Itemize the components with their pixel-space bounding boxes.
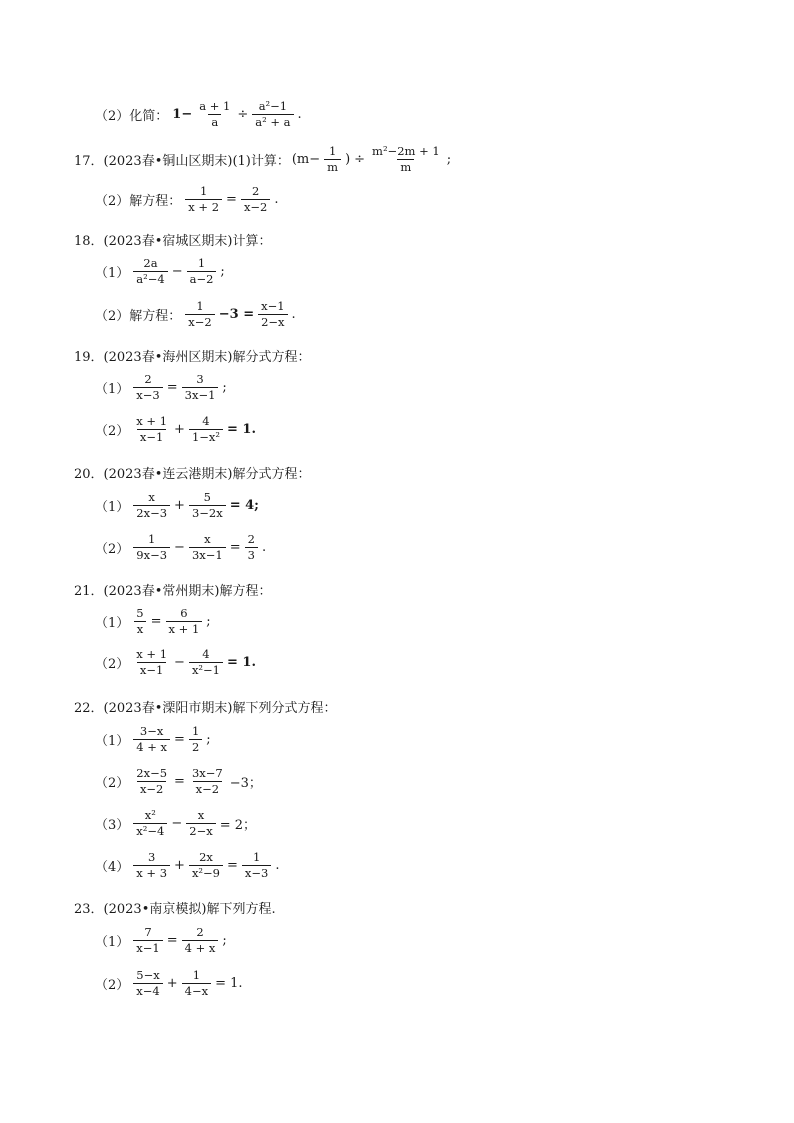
fraction — [185, 185, 222, 214]
fraction — [186, 809, 215, 838]
operator: + — [174, 858, 185, 873]
end-punct: ; — [222, 380, 227, 395]
problem-16-part-2 — [95, 100, 304, 129]
denominator: 3x−1 — [182, 387, 219, 402]
operator: − — [171, 816, 183, 831]
problem-heading: 19．(2023春•海州区期末)解分式方程： — [74, 350, 311, 365]
end-punct: . — [261, 540, 267, 555]
fraction — [189, 851, 223, 880]
problem-22 — [74, 697, 336, 716]
operator: ÷ — [237, 107, 249, 122]
fraction — [242, 851, 271, 880]
part-label: （2） — [95, 776, 130, 791]
end-punct: ; — [222, 933, 227, 948]
end-punct: ; — [220, 264, 225, 279]
part-label: （2）解方程： — [95, 309, 182, 324]
denominator: 3−2x — [189, 505, 226, 520]
operator: − — [174, 540, 185, 555]
problem-17 — [74, 145, 453, 174]
numerator: 3 — [196, 372, 204, 386]
denominator: m — [397, 159, 414, 174]
equals: = — [150, 614, 162, 629]
operator: + — [174, 422, 185, 437]
denominator: x²−1 — [189, 662, 223, 677]
problem-heading: 21．(2023春•常州期末)解方程： — [74, 584, 272, 599]
denominator: x²−9 — [189, 865, 223, 880]
denominator: x−2 — [193, 781, 222, 796]
numerator: x−1 — [261, 299, 285, 313]
denominator: x + 3 — [133, 865, 170, 880]
end-punct: = 1. — [227, 655, 256, 670]
fraction — [182, 926, 219, 955]
fraction — [258, 300, 287, 329]
numerator: x — [204, 532, 211, 546]
fraction — [185, 300, 214, 329]
problem-heading: 22．(2023春•溧阳市期末)解下列分式方程： — [74, 701, 337, 716]
denominator: x−2 — [185, 314, 214, 329]
fraction — [133, 851, 170, 880]
denominator: 2−x — [258, 314, 287, 329]
problem-20-part-1 — [95, 491, 261, 520]
numerator: 1 — [192, 968, 201, 982]
fraction — [133, 257, 167, 286]
operator: − — [174, 655, 185, 670]
expression-close: ) — [345, 152, 351, 167]
problem-19 — [74, 346, 310, 365]
expression-lead: 1− — [172, 107, 193, 122]
denominator: x + 2 — [185, 199, 222, 214]
end-punct: = 1. — [227, 422, 256, 437]
fraction — [182, 969, 211, 998]
end-punct: . — [274, 192, 279, 207]
fraction — [241, 185, 270, 214]
denominator: x — [134, 621, 147, 636]
fraction — [133, 648, 170, 677]
part-label: （2） — [95, 542, 130, 557]
problem-22-part-4 — [95, 851, 282, 880]
part-label: （1） — [95, 500, 130, 515]
numerator: x + 1 — [136, 647, 168, 661]
fraction — [133, 926, 162, 955]
numerator: x — [197, 808, 205, 822]
denominator: 3x−1 — [189, 547, 226, 562]
numerator: 3x−7 — [191, 766, 223, 780]
fraction — [182, 373, 219, 402]
part-label: （1） — [95, 734, 130, 749]
fraction — [189, 415, 223, 444]
problem-23-part-2 — [95, 969, 245, 998]
problem-21-part-2 — [95, 648, 258, 677]
problem-19-part-1 — [95, 373, 229, 402]
part-label: （4） — [95, 860, 130, 875]
denominator: x−3 — [133, 387, 162, 402]
end-punct: . — [275, 858, 280, 873]
part-label: （2） — [95, 424, 130, 439]
denominator: a² + a — [252, 114, 293, 129]
denominator: 2x−3 — [133, 505, 170, 520]
numerator: 2 — [247, 532, 255, 546]
numerator: 5 — [136, 606, 144, 620]
denominator: 3 — [245, 547, 258, 562]
denominator: 4 + x — [182, 940, 219, 955]
numerator: x² — [144, 808, 156, 822]
problem-22-part-1 — [95, 725, 213, 754]
numerator: a + 1 — [199, 99, 231, 113]
numerator: 4 — [202, 414, 210, 428]
fraction — [133, 767, 170, 796]
end-punct: = 1. — [215, 976, 243, 991]
operator: ÷ — [354, 152, 366, 167]
fraction — [324, 145, 341, 174]
denominator: 2−x — [186, 823, 215, 838]
problem-20 — [74, 463, 310, 482]
denominator: 9x−3 — [133, 547, 170, 562]
equals: = — [226, 192, 237, 207]
denominator: m — [324, 159, 341, 174]
part-label: （1） — [95, 266, 130, 281]
equals: = — [166, 933, 178, 948]
equals: = — [229, 540, 241, 555]
end-punct: . — [291, 307, 296, 322]
equals: = — [227, 858, 238, 873]
fraction — [369, 145, 443, 174]
numerator: 2x — [199, 850, 213, 864]
numerator: 5−x — [136, 968, 160, 982]
denominator: 1−x² — [189, 429, 223, 444]
problem-17-part-2 — [95, 185, 281, 214]
problem-22-part-2 — [95, 767, 264, 796]
fraction — [189, 648, 223, 677]
fraction — [189, 725, 202, 754]
part-label: （2）化简： — [95, 109, 169, 124]
numerator: x + 1 — [136, 414, 168, 428]
equals: = — [174, 774, 185, 789]
denominator: x + 1 — [166, 621, 203, 636]
part-label: （1） — [95, 935, 130, 950]
operator: − — [171, 264, 183, 279]
numerator: 2 — [196, 925, 204, 939]
numerator: 1 — [148, 532, 156, 546]
part-label: （2） — [95, 657, 130, 672]
numerator: 3−x — [139, 724, 164, 738]
problem-22-part-3 — [95, 809, 258, 838]
problem-23-part-1 — [95, 926, 229, 955]
fraction — [133, 533, 170, 562]
denominator: a²−4 — [133, 271, 167, 286]
end-punct: ; — [206, 614, 211, 629]
numerator: 1 — [199, 184, 208, 198]
problem-18-part-1 — [95, 257, 227, 286]
numerator: 4 — [202, 647, 210, 661]
denominator: a — [208, 114, 221, 129]
fraction — [133, 809, 167, 838]
numerator: x — [148, 490, 155, 504]
denominator: 4−x — [182, 983, 211, 998]
fraction — [189, 767, 226, 796]
numerator: 3 — [147, 850, 156, 864]
problem-21-part-1 — [95, 607, 213, 636]
denominator: x−2 — [137, 781, 166, 796]
problem-heading: 17．(2023春•铜山区期末)(1)计算： — [74, 154, 290, 169]
part-label: （1） — [95, 616, 130, 631]
numerator: 2a — [143, 256, 158, 270]
numerator: 1 — [191, 724, 200, 738]
denominator: a−2 — [187, 271, 217, 286]
end-punct: . — [297, 107, 302, 122]
fraction — [245, 533, 258, 562]
denominator: 2 — [189, 739, 202, 754]
fraction — [133, 607, 146, 636]
part-label: （2） — [95, 978, 130, 993]
fraction — [189, 533, 226, 562]
problem-18 — [74, 230, 271, 249]
operator: + — [174, 498, 185, 513]
problem-23 — [74, 898, 276, 917]
fraction — [133, 491, 170, 520]
operator: + — [166, 976, 178, 991]
denominator: x−3 — [242, 865, 271, 880]
numerator: 2 — [144, 372, 152, 386]
numerator: 2x−5 — [136, 766, 168, 780]
problem-heading: 23．(2023•南京模拟)解下列方程. — [74, 902, 276, 917]
problem-19-part-2 — [95, 415, 258, 444]
problem-heading: 20．(2023春•连云港期末)解分式方程： — [74, 467, 311, 482]
fraction — [133, 725, 170, 754]
numerator: m²−2m + 1 — [372, 144, 440, 158]
expression-open: (m− — [291, 152, 321, 167]
problem-21 — [74, 580, 271, 599]
fraction — [166, 607, 203, 636]
denominator: 4 + x — [133, 739, 170, 754]
fraction — [187, 257, 217, 286]
denominator: x²−4 — [133, 823, 167, 838]
denominator: x−1 — [137, 662, 166, 677]
part-label: （1） — [95, 382, 130, 397]
part-label: （2）解方程： — [95, 194, 182, 209]
denominator: x−2 — [241, 199, 270, 214]
part-label: （3） — [95, 818, 130, 833]
numerator: a²−1 — [258, 99, 288, 113]
end-punct: = 4; — [229, 498, 259, 513]
numerator: 1 — [197, 256, 206, 270]
end-punct: ; — [446, 152, 452, 167]
end-punct: = 2； — [219, 818, 256, 833]
denominator: x−4 — [133, 983, 162, 998]
numerator: 1 — [196, 299, 204, 313]
problem-20-part-2 — [95, 533, 268, 562]
fraction — [252, 100, 293, 129]
numerator: 1 — [328, 144, 337, 158]
numerator: 7 — [144, 925, 152, 939]
equals: = — [174, 732, 185, 747]
problem-18-part-2 — [95, 300, 298, 329]
fraction — [133, 969, 162, 998]
numerator: 5 — [203, 490, 211, 504]
fraction — [189, 491, 226, 520]
end-punct: ; — [206, 732, 211, 747]
end-punct: −3； — [229, 776, 262, 791]
problem-heading: 18．(2023春•宿城区期末)计算： — [74, 234, 272, 249]
operator: −3 = — [218, 307, 255, 322]
denominator: x−1 — [137, 429, 166, 444]
fraction — [196, 100, 233, 129]
fraction — [133, 373, 162, 402]
numerator: 6 — [180, 606, 188, 620]
denominator: x−1 — [133, 940, 162, 955]
numerator: 2 — [252, 184, 260, 198]
numerator: 1 — [252, 850, 261, 864]
equals: = — [166, 380, 178, 395]
fraction — [133, 415, 170, 444]
